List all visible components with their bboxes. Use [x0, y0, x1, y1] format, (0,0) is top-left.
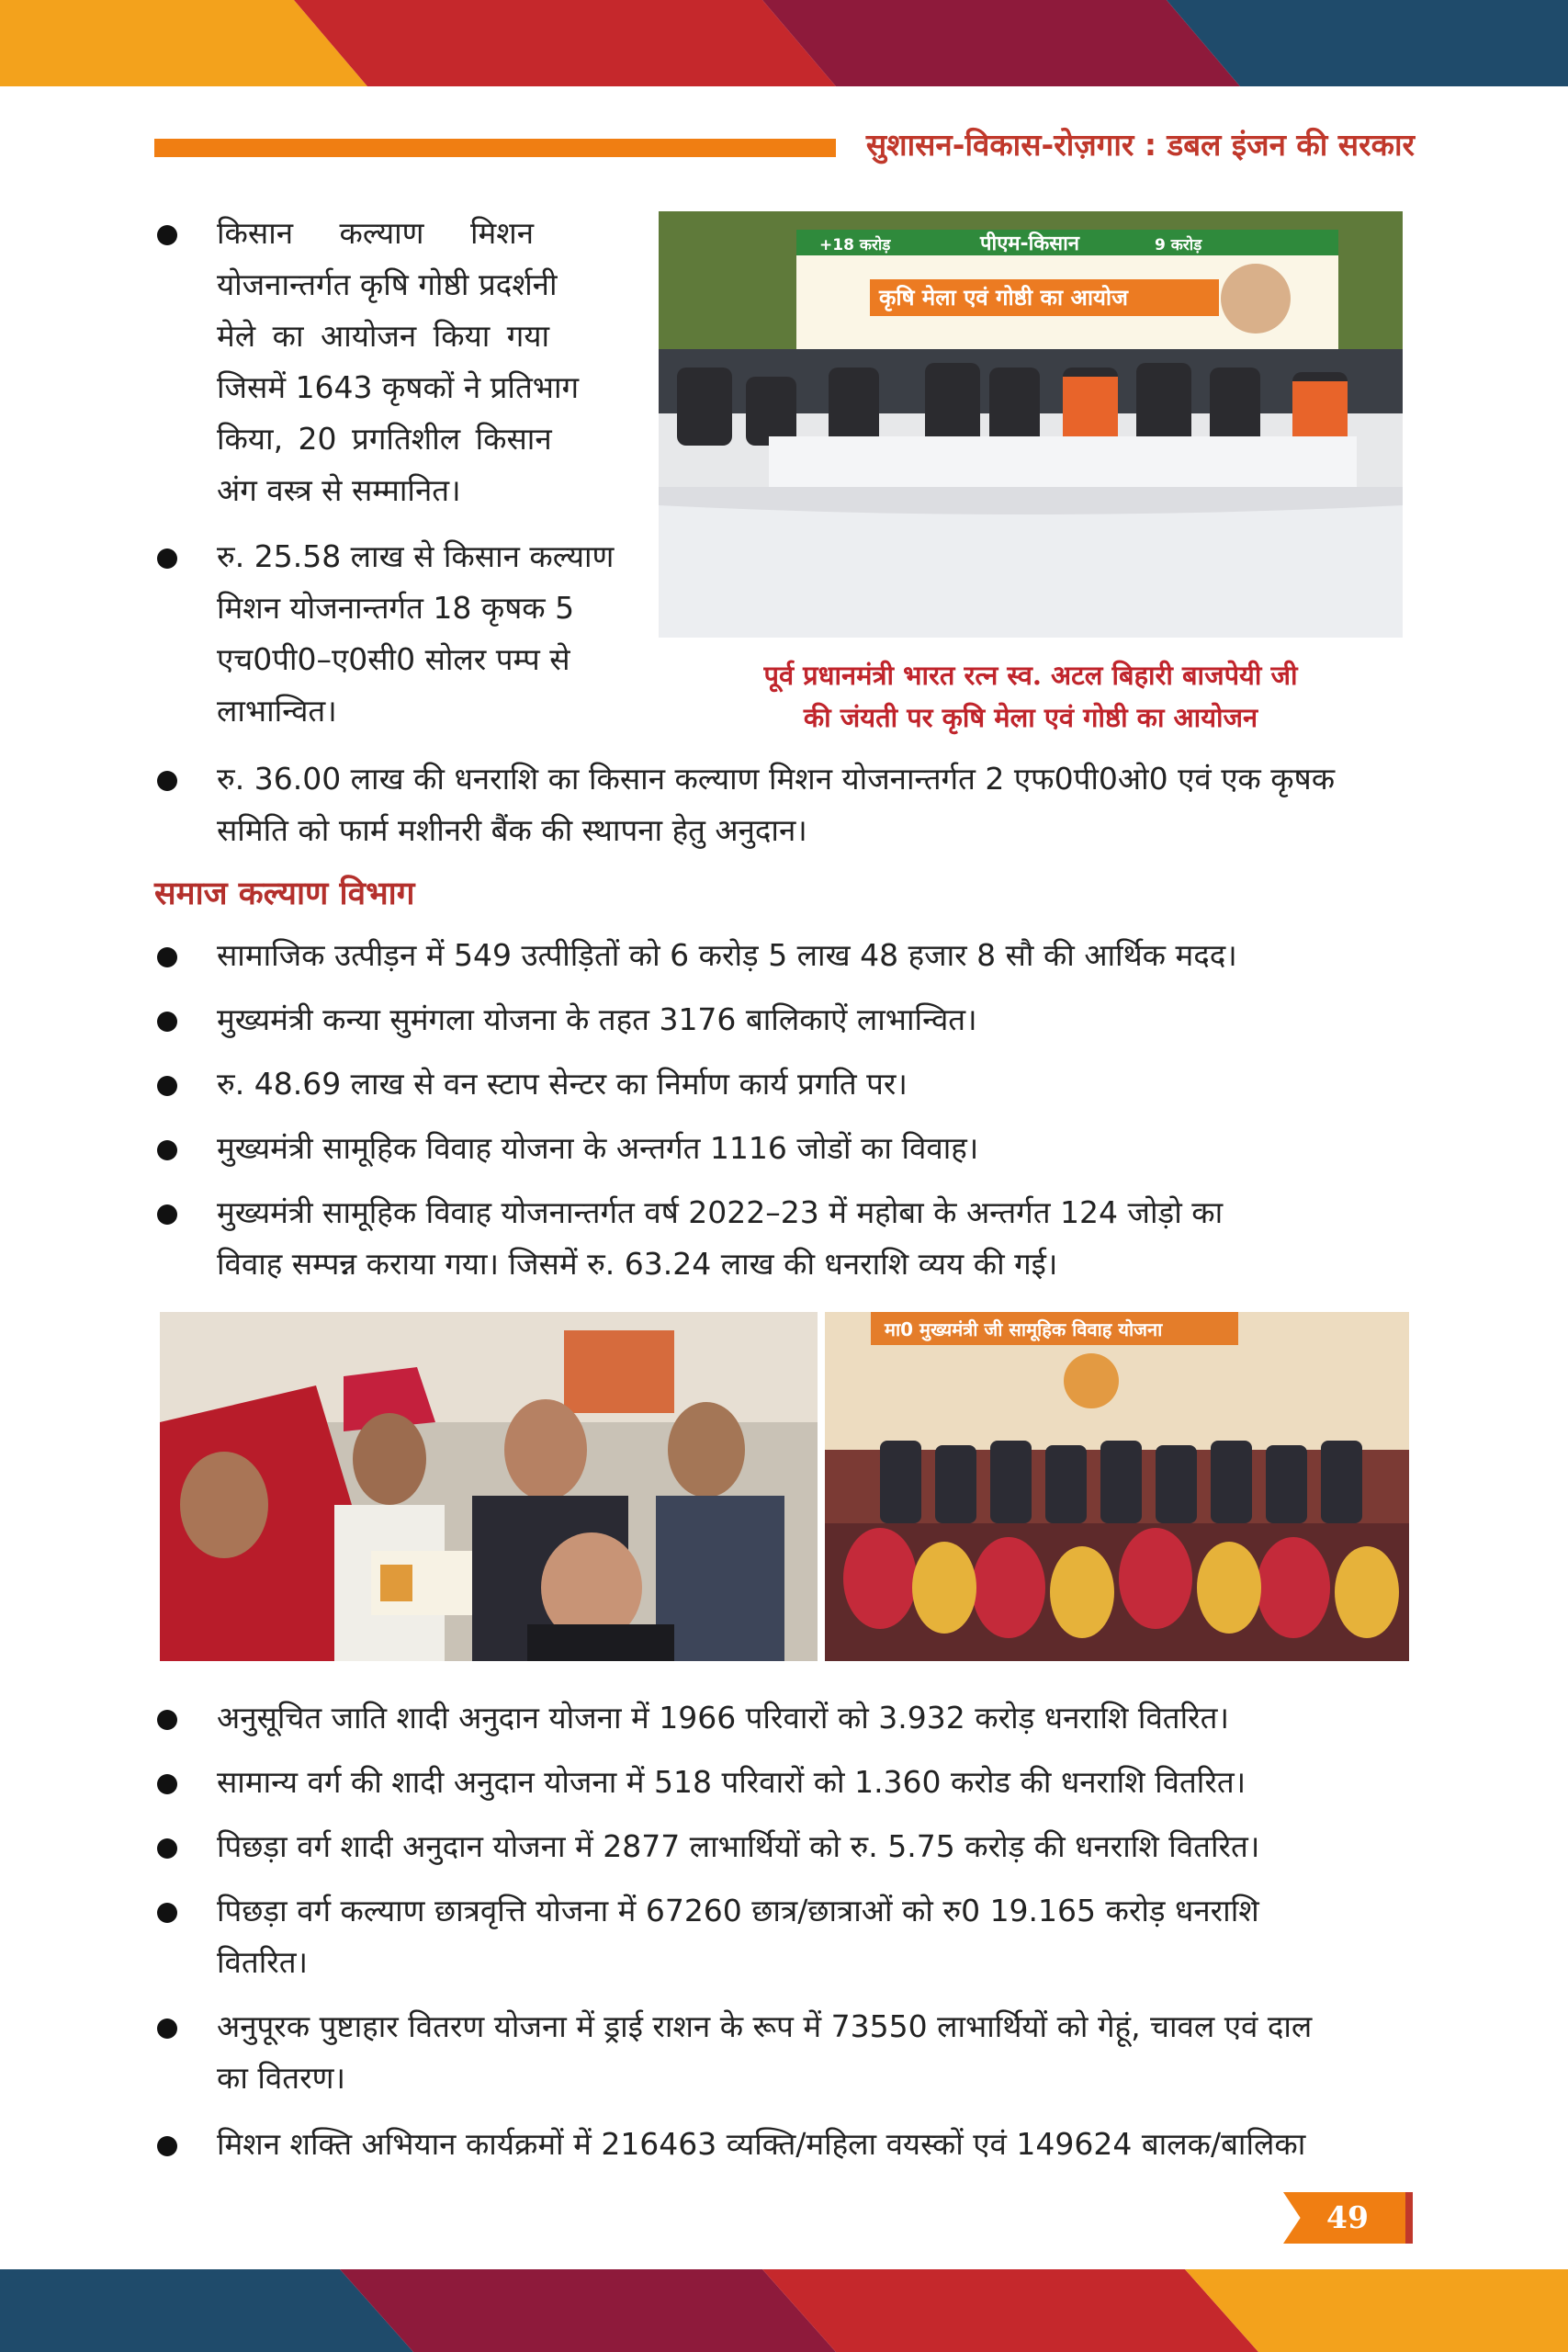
- text-line: अनुसूचित जाति शादी अनुदान योजना में 1966 परिवारों को 3.932 करोड़ धनराशि वितरित।: [217, 1700, 1229, 1736]
- text-line: किसान कल्याण मिशन: [217, 215, 535, 251]
- wedding-ceremony-photo-left: [160, 1312, 818, 1661]
- text-line: रु. 48.69 लाख से वन स्टाप सेन्टर का निर्माण कार्य प्रगति पर।: [217, 1066, 908, 1102]
- bullet-dot: [157, 1903, 177, 1923]
- text-line: जिसमें 1643 कृषकों ने प्रतिभाग: [217, 369, 580, 405]
- text-line: वितरित।: [217, 1944, 309, 1980]
- bullet-dot: [157, 1076, 177, 1096]
- banner-text: कृषि मेला एवं गोष्ठी का आयोज: [879, 285, 1128, 311]
- text-line: विवाह सम्पन्न कराया गया। जिसमें रु. 63.24 लाख की धनराशि व्यय की गई।: [217, 1246, 1058, 1282]
- bullet-dot: [157, 1774, 177, 1794]
- text-line: अंग वस्त्र से सम्मानित।: [217, 472, 461, 508]
- section-heading: समाज कल्याण विभाग: [154, 876, 415, 912]
- text-line: मुख्यमंत्री सामूहिक विवाह योजना के अन्तर्गत 1116 जोडों का विवाह।: [217, 1130, 979, 1166]
- bullet-dot: [157, 548, 177, 569]
- bottom-decorative-band: [0, 2269, 1568, 2352]
- text-line: मेले का आयोजन किया गया: [217, 318, 550, 354]
- caption-line: की जंयती पर कृषि मेला एवं गोष्ठी का आयोजन: [803, 702, 1258, 733]
- header-rule: [154, 139, 836, 157]
- text-line: मिशन योजनान्तर्गत 18 कृषक 5: [217, 590, 575, 626]
- text-line: समिति को फार्म मशीनरी बैंक की स्थापना हेतु अनुदान।: [217, 812, 807, 848]
- bullet-dot: [157, 1838, 177, 1859]
- caption-line: पूर्व प्रधानमंत्री भारत रत्न स्व. अटल बिहारी बाजपेयी जी: [763, 660, 1298, 691]
- text-line: लाभान्वित।: [217, 693, 337, 729]
- banner-text: पीएम-किसान: [980, 232, 1080, 255]
- text-line: किया, 20 प्रगतिशील किसान: [217, 421, 552, 457]
- bullet-dot: [157, 225, 177, 245]
- text-line: सामान्य वर्ग की शादी अनुदान योजना में 518 परिवारों को 1.360 करोड की धनराशि वितरित।: [217, 1764, 1247, 1800]
- text-line: मुख्यमंत्री कन्या सुमंगला योजना के तहत 3176 बालिकाऐं लाभान्वित।: [217, 1001, 977, 1037]
- banner-text: मा0 मुख्यमंत्री जी सामूहिक विवाह योजना: [885, 1318, 1163, 1340]
- text-line: का वितरण।: [217, 2060, 345, 2096]
- bullet-dot: [157, 1204, 177, 1225]
- bullet-dot: [157, 1012, 177, 1032]
- text-line: पिछड़ा वर्ग कल्याण छात्रवृत्ति योजना में 67260 छात्र/छात्राओं को रु0 19.165 करोड़ धनराशि: [217, 1893, 1259, 1928]
- text-line: पिछड़ा वर्ग शादी अनुदान योजना में 2877 लाभार्थियों को रु. 5.75 करोड़ की धनराशि वितरित।: [217, 1828, 1260, 1864]
- text-line: मुख्यमंत्री सामूहिक विवाह योजनान्तर्गत वर्ष 2022–23 में महोबा के अन्तर्गत 124 जोड़ो का: [217, 1194, 1224, 1230]
- text-line: रु. 25.58 लाख से किसान कल्याण: [217, 538, 615, 574]
- text-line: सामाजिक उत्पीड़न में 549 उत्पीड़ितों को 6 करोड़ 5 लाख 48 हजार 8 सौ की आर्थिक मदद।: [217, 937, 1237, 973]
- bullet-dot: [157, 1140, 177, 1160]
- bullet-dot: [157, 1710, 177, 1730]
- bullet-dot: [157, 771, 177, 791]
- top-decorative-band: [0, 0, 1568, 86]
- bullet-dot: [157, 2018, 177, 2039]
- page-number-tab: [1283, 2192, 1405, 2244]
- page-number: 49: [1326, 2199, 1369, 2235]
- bullet-dot: [157, 947, 177, 967]
- text-line: मिशन शक्ति अभियान कार्यक्रमों में 216463 व्यक्ति/महिला वयस्कों एवं 149624 बालक/बालिका: [217, 2126, 1306, 2162]
- mass-wedding-event-photo-right: [825, 1312, 1409, 1661]
- page-number-edge: [1405, 2192, 1413, 2244]
- banner-text: +18 करोड़: [819, 236, 891, 254]
- text-line: अनुपूरक पुष्टाहार वितरण योजना में ड्राई राशन के रूप में 73550 लाभार्थियों को गेहूं, चावल एवं दाल: [217, 2008, 1313, 2044]
- bullet-dot: [157, 2136, 177, 2156]
- text-line: एच0पी0–ए0सी0 सोलर पम्प से: [217, 641, 570, 677]
- text-line: रु. 36.00 लाख की धनराशि का किसान कल्याण मिशन योजनान्तर्गत 2 एफ0पी0ओ0 एवं एक कृषक: [217, 761, 1336, 797]
- banner-text: 9 करोड़: [1155, 236, 1202, 254]
- text-line: योजनान्तर्गत कृषि गोष्ठी प्रदर्शनी: [217, 266, 558, 302]
- running-header-title: सुशासन-विकास-रोज़गार : डबल इंजन की सरकार: [865, 127, 1415, 163]
- krishi-mela-photo: [659, 211, 1403, 638]
- photo-caption: [663, 654, 1398, 739]
